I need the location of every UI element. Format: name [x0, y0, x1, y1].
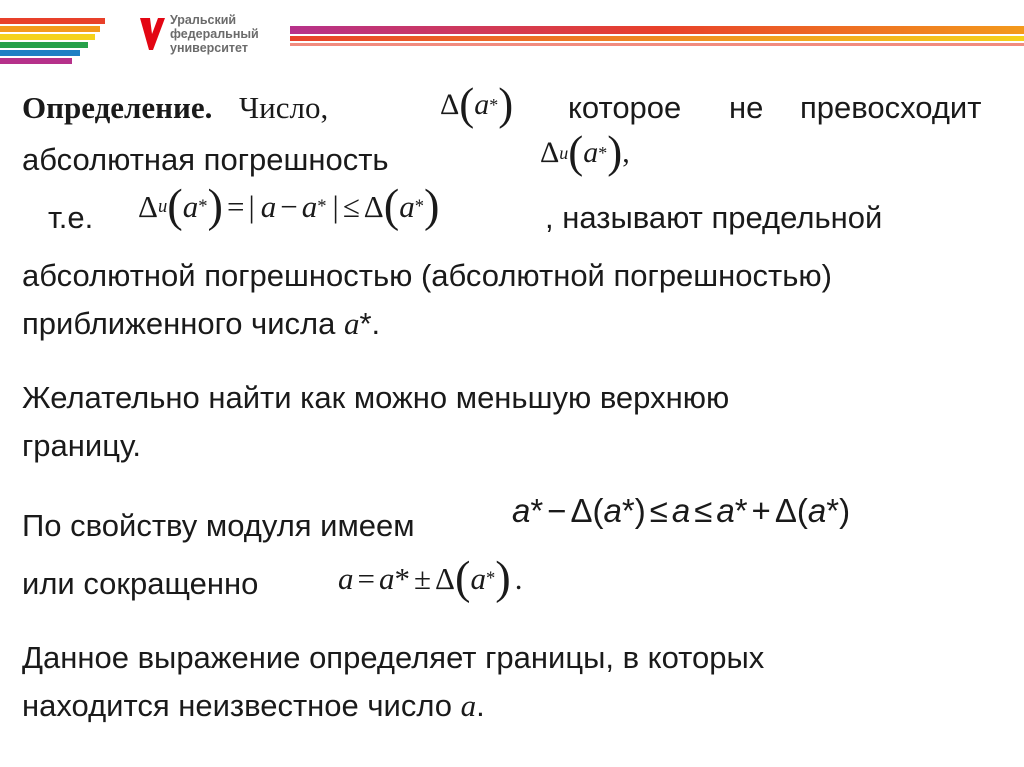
paragraph-3-line-2: или сокращенно	[22, 566, 259, 601]
definition-line-2: абсолютная погрешность	[22, 142, 389, 177]
header-stripes-right	[290, 20, 1024, 60]
logo-line-3: университет	[170, 41, 248, 55]
definition-line-3-tail: , называют предельной	[545, 200, 883, 235]
definition-label: Определение.	[22, 90, 213, 125]
stripe-blue-left	[0, 50, 80, 56]
math-delta-a-star-1: Δ ( a * )	[440, 79, 514, 129]
math-delta-u-definition: Δ и ( a * ) = | a − a * | ≤ Δ ( a * )	[138, 181, 440, 232]
header-banner	[0, 0, 1024, 70]
stripe-red-left	[0, 18, 105, 24]
paragraph-3-line-1: По свойству модуля имеем	[22, 508, 415, 543]
stripe-yellow-left	[0, 34, 95, 40]
definition-text-exceeds: превосходит	[800, 90, 982, 125]
definition-line-4: абсолютной погрешностью (абсолютной погрешностью)	[22, 258, 832, 293]
math-delta-u-a-star: Δ и ( a * ) ,	[540, 127, 630, 177]
university-logo-icon	[138, 14, 166, 54]
stripe-purple-left	[0, 58, 72, 64]
stripe-green-left	[0, 42, 88, 48]
math-short-form: a = a * ± Δ ( a * ) .	[338, 553, 523, 604]
logo-line-1: Уральский	[170, 13, 237, 27]
logo-line-2: федеральный	[170, 27, 259, 41]
math-module-inequality: a * − Δ ( a * ) ≤ a ≤ a * + Δ ( a * )	[512, 492, 851, 529]
definition-text-which: которое	[568, 90, 682, 125]
paragraph-4-line-1: Данное выражение определяет границы, в которых	[22, 640, 765, 675]
definition-te: т.е.	[48, 200, 94, 235]
definition-line-5: приближенного числа a*.	[22, 306, 381, 341]
university-logo-text	[170, 13, 310, 55]
definition-text-1: Число,	[239, 90, 329, 125]
paragraph-2-line-1: Желательно найти как можно меньшую верхнюю	[22, 380, 730, 415]
paragraph-4-line-2: находится неизвестное число a.	[22, 688, 485, 723]
definition-text-not: не	[729, 90, 764, 125]
stripe-orange-left	[0, 26, 100, 32]
paragraph-2-line-2: границу.	[22, 428, 141, 463]
